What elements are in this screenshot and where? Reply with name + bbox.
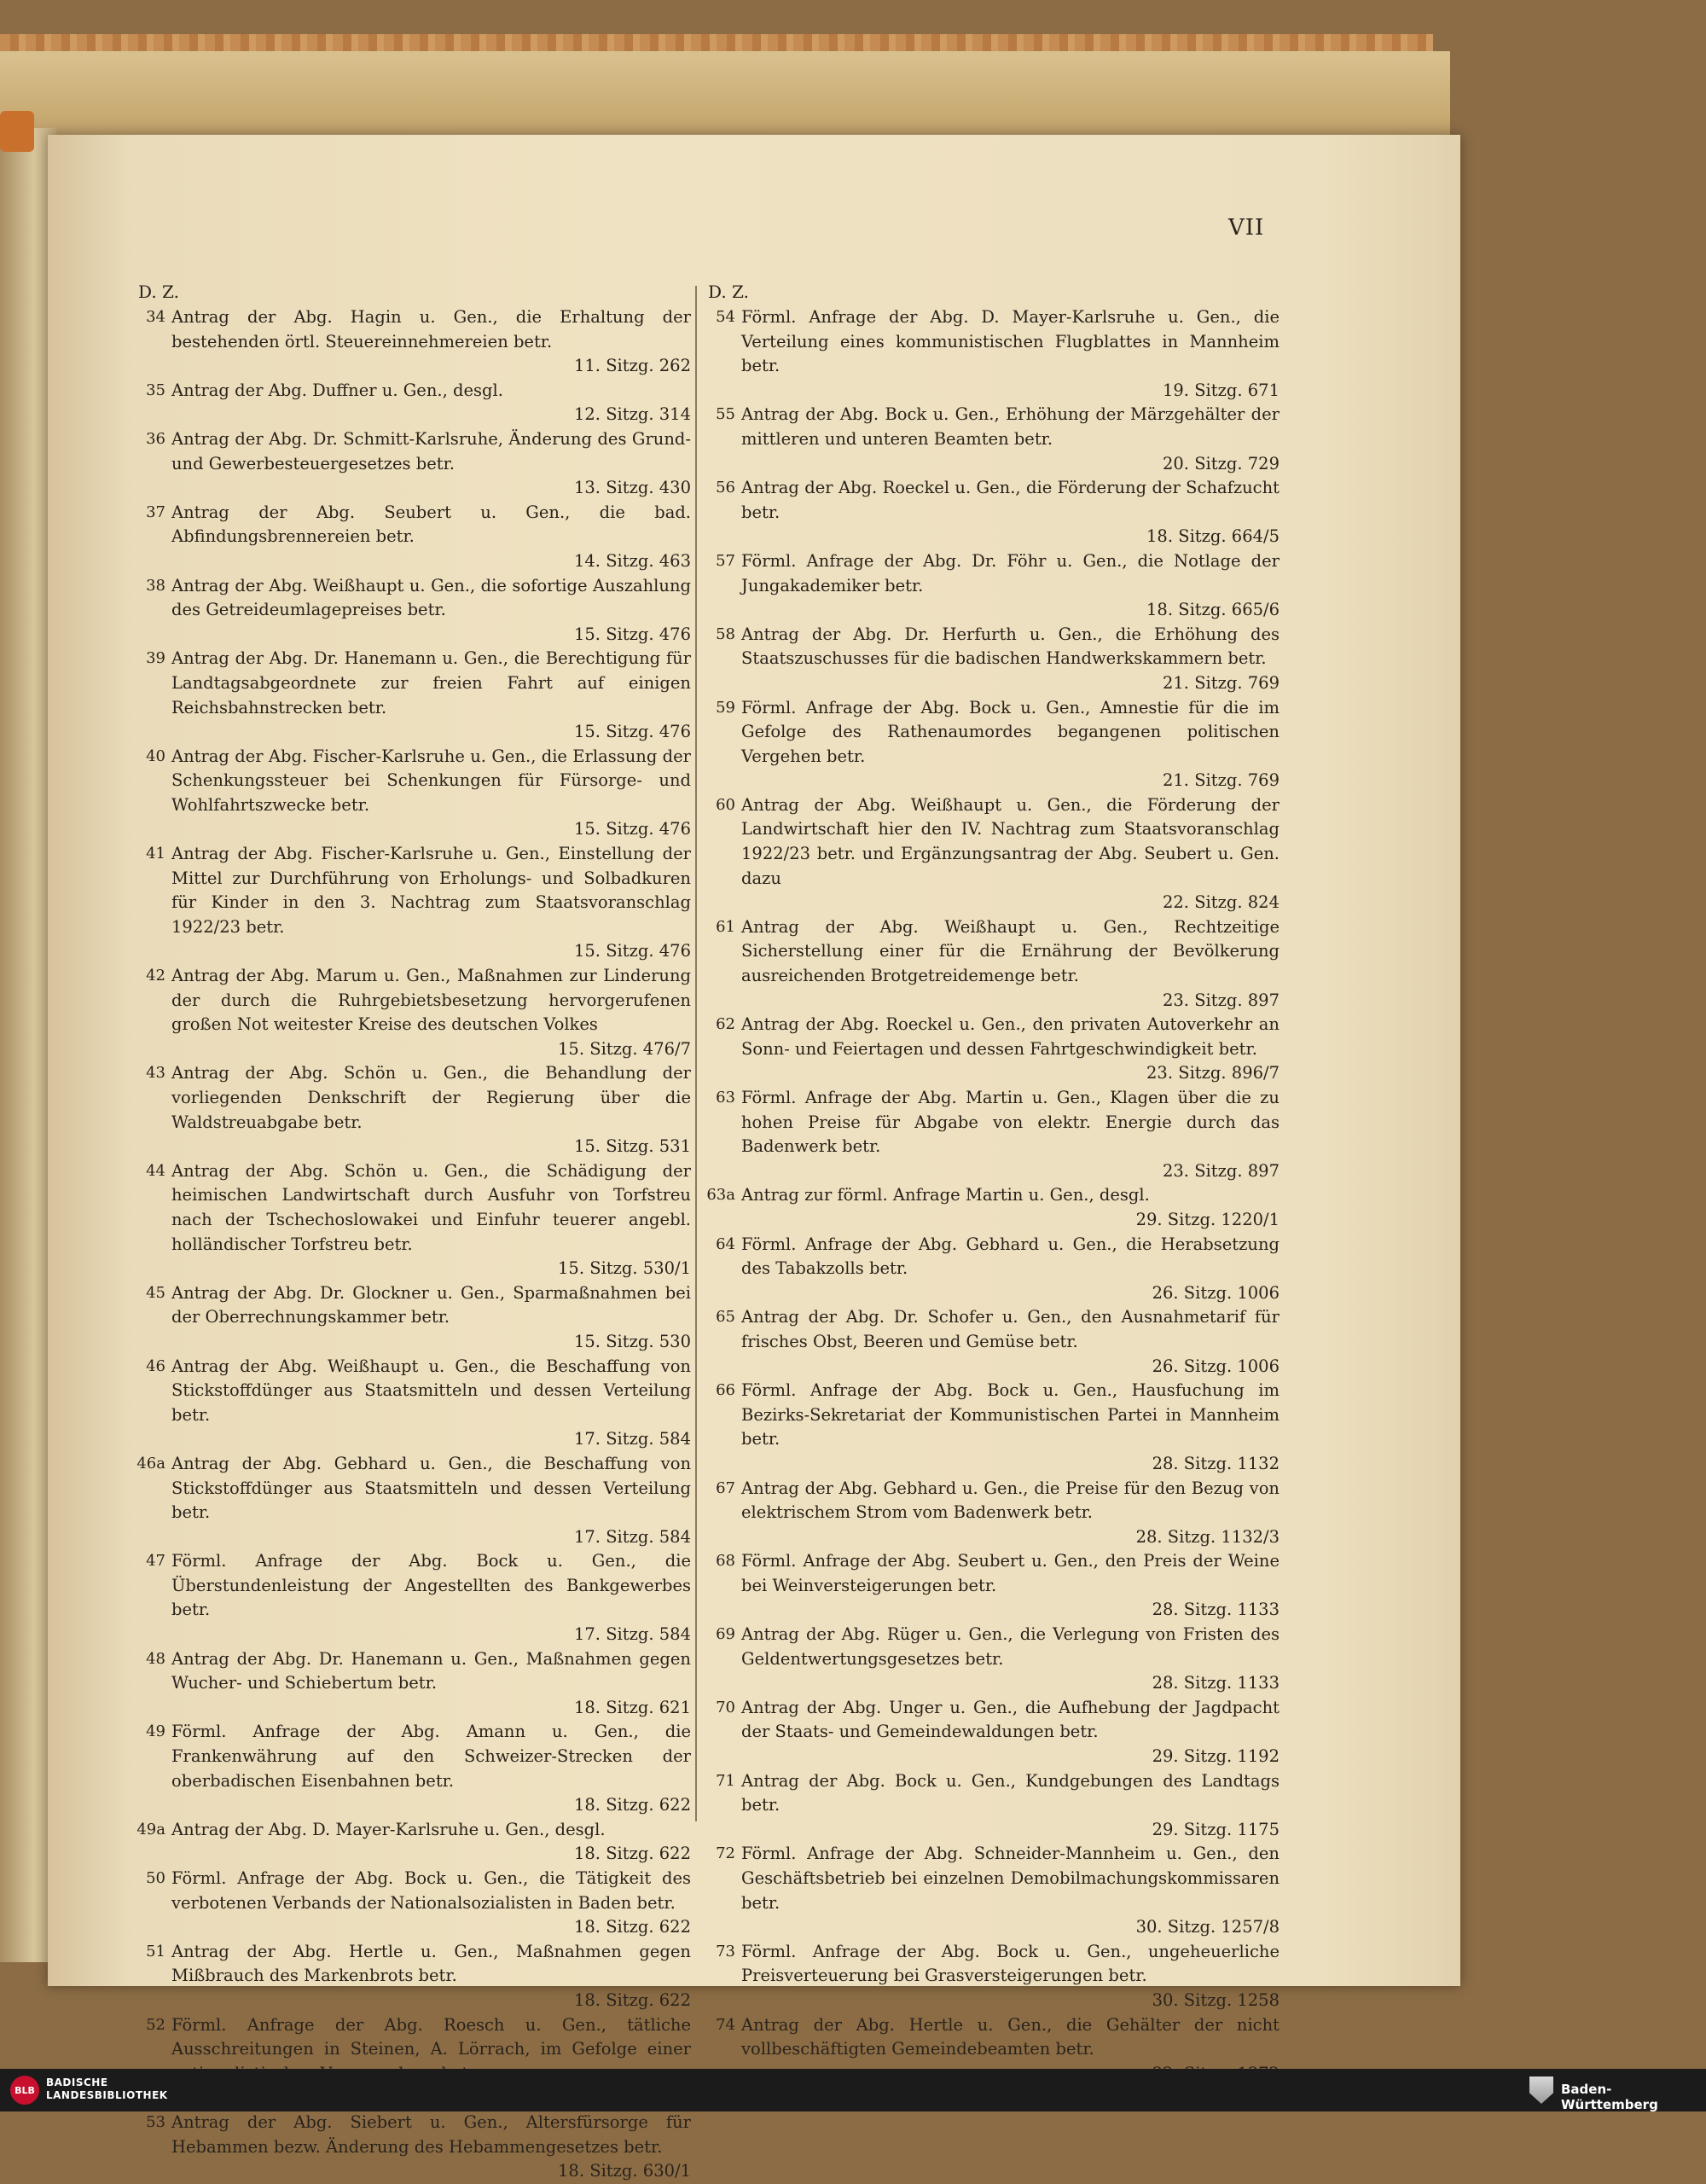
session-reference: 20. Sitzg. 729 xyxy=(1162,453,1280,473)
entry-text: Antrag der Abg. Siebert u. Gen., Altersfürsorge für Hebammen bezw. Änderung des Hebammengesetzes betr. xyxy=(171,2111,691,2157)
entry-list xyxy=(136,305,691,2184)
entry-text: Antrag der Abg. Bock u. Gen., Erhöhung der Märzgehälter der mittleren und unteren Beamten betr. xyxy=(741,404,1280,449)
entry-text: Förml. Anfrage der Abg. Martin u. Gen., Klagen über die zu hohen Preise für Abgabe von elektr. Energie durch das Badenwerk betr. xyxy=(741,1088,1280,1157)
library-name-line1: BADISCHE xyxy=(46,2077,108,2088)
index-entry xyxy=(136,1647,691,1721)
entry-text-block xyxy=(741,1623,1280,1696)
session-reference: 28. Sitzg. 1133 xyxy=(1152,1673,1280,1693)
entry-number: 63a xyxy=(706,1186,735,1205)
index-entry xyxy=(706,623,1280,696)
entry-text-block xyxy=(741,1013,1280,1086)
entry-text: Antrag der Abg. Hertle u. Gen., die Gehälter der nicht vollbeschäftigten Gemeindebeamten betr. xyxy=(741,2014,1280,2059)
entry-number: 58 xyxy=(716,624,735,643)
column-header: D. Z. xyxy=(138,282,179,302)
session-reference: 30. Sitzg. 1258 xyxy=(1152,1989,1280,2010)
session-reference: 12. Sitzg. 314 xyxy=(573,404,691,425)
entry-number: 69 xyxy=(716,1625,735,1644)
entry-number: 62 xyxy=(716,1015,735,1034)
entry-number: 68 xyxy=(716,1552,735,1571)
session-reference: 18. Sitzg. 664/5 xyxy=(1146,526,1280,547)
coat-of-arms-icon xyxy=(1529,2077,1553,2104)
index-entry xyxy=(706,1305,1280,1379)
index-entry xyxy=(136,964,691,1061)
entry-text: Antrag der Abg. Duffner u. Gen., desgl. xyxy=(171,380,503,400)
entry-text: Förml. Anfrage der Abg. Roesch u. Gen., tätliche Ausschreitungen in Steinen, A. Lörrach, im Gefolge einer xyxy=(171,2014,691,2059)
entry-number: 73 xyxy=(716,1942,735,1960)
index-entry xyxy=(706,1940,1280,2013)
entry-text-block xyxy=(741,1477,1280,1550)
entry-number: 36 xyxy=(146,429,165,448)
session-reference: 18. Sitzg. 622 xyxy=(573,1989,691,2010)
entry-number: 43 xyxy=(146,1064,165,1083)
index-entry xyxy=(136,574,691,648)
entry-text: Förml. Anfrage der Abg. Bock u. Gen., Hausfuchung im Bezirks-Sekretariat der Kommunistischen Partei in Mannheim betr. xyxy=(741,1380,1280,1449)
entry-text-block xyxy=(171,1061,691,1159)
session-reference: 28. Sitzg. 1132/3 xyxy=(1135,1526,1280,1547)
entry-text: Antrag der Abg. Seubert u. Gen., die bad. Abfindungsbrennereien betr. xyxy=(171,502,691,547)
session-reference: 30. Sitzg. 1257/8 xyxy=(1135,1917,1280,1937)
index-entry xyxy=(136,427,691,501)
index-entry xyxy=(136,1940,691,2013)
entry-number: 35 xyxy=(146,380,165,399)
index-entry xyxy=(706,1379,1280,1476)
entry-text: Antrag zur förml. Anfrage Martin u. Gen., desgl. xyxy=(741,1185,1150,1205)
left-column xyxy=(136,280,691,2184)
session-reference: 11. Sitzg. 262 xyxy=(573,356,691,376)
session-reference: 15. Sitzg. 530 xyxy=(573,1331,691,1351)
entry-text-block xyxy=(171,1452,691,1549)
session-reference: 17. Sitzg. 584 xyxy=(573,1624,691,1645)
session-reference: 23. Sitzg. 897 xyxy=(1162,1160,1280,1181)
entry-text: Förml. Anfrage der Abg. Bock u. Gen., ungeheuerliche Preisverteuerung bei Grasversteigerungen betr. xyxy=(741,1941,1280,1986)
entry-text: Antrag der Abg. Unger u. Gen., die Aufhebung der Jagdpacht der Staats- und Gemeindewaldungen betr. xyxy=(741,1697,1280,1742)
index-entry xyxy=(136,1281,691,1355)
entry-number: 42 xyxy=(146,967,165,985)
entry-text-block xyxy=(741,403,1280,476)
entry-number: 66 xyxy=(716,1381,735,1400)
session-reference: 15. Sitzg. 476 xyxy=(573,819,691,839)
index-entry xyxy=(136,1720,691,1817)
entry-number: 46a xyxy=(136,1454,165,1472)
session-reference: 15. Sitzg. 476 xyxy=(573,722,691,742)
entry-text: Förml. Anfrage der Abg. Bock u. Gen., die Überstundenleistung der Angestellten des Bankgewerbes betr. xyxy=(171,1551,691,1620)
entry-number: 53 xyxy=(146,2112,165,2131)
entry-number: 34 xyxy=(146,308,165,326)
session-reference: 15. Sitzg. 530/1 xyxy=(558,1258,691,1279)
entry-text-block xyxy=(741,623,1280,696)
session-reference: 15. Sitzg. 476/7 xyxy=(558,1038,691,1059)
entry-text-block xyxy=(171,379,691,427)
entry-number: 64 xyxy=(716,1234,735,1253)
entry-number: 49 xyxy=(146,1722,165,1741)
entry-text-block xyxy=(171,1867,691,1940)
entry-text-block xyxy=(171,574,691,648)
entry-text-block xyxy=(171,745,691,842)
index-entry xyxy=(136,745,691,842)
entry-text-block xyxy=(741,1940,1280,2013)
entry-text-block xyxy=(171,1818,691,1867)
library-name-line2: LANDESBIBLIOTHEK xyxy=(46,2089,168,2101)
index-entry xyxy=(136,1159,691,1281)
entry-text-block xyxy=(741,1549,1280,1623)
entry-number: 63 xyxy=(716,1089,735,1107)
entry-text: Antrag der Abg. Dr. Schofer u. Gen., den Ausnahmetarif für frisches Obst, Beeren und Gemüse betr. xyxy=(741,1307,1280,1351)
entry-text-block xyxy=(741,915,1280,1013)
session-reference: 17. Sitzg. 584 xyxy=(573,1429,691,1449)
entry-text: Antrag der Abg. Dr. Hanemann u. Gen., Maßnahmen gegen Wucher- und Schiebertum betr. xyxy=(171,1648,691,1693)
session-reference: 19. Sitzg. 671 xyxy=(1162,380,1280,400)
entry-number: 60 xyxy=(716,795,735,814)
entry-text-block xyxy=(171,1940,691,2013)
session-reference: 29. Sitzg. 1220/1 xyxy=(1135,1209,1280,1229)
entry-text: Förml. Anfrage der Abg. Dr. Föhr u. Gen., die Notlage der Jungakademiker betr. xyxy=(741,550,1280,595)
session-reference: 15. Sitzg. 531 xyxy=(573,1136,691,1157)
index-entry xyxy=(136,2111,691,2184)
entry-number: 38 xyxy=(146,576,165,595)
entry-number: 40 xyxy=(146,746,165,765)
entry-number: 41 xyxy=(146,845,165,863)
session-reference: 28. Sitzg. 1133 xyxy=(1152,1600,1280,1620)
entry-number: 74 xyxy=(716,2015,735,2034)
entry-text: Förml. Anfrage der Abg. Bock u. Gen., Amnestie für die im Gefolge des Rathenaumordes begangenen politischen Vergehen betr. xyxy=(741,697,1280,766)
entry-text: Antrag der Abg. Gebhard u. Gen., die Preise für den Bezug von elektrischem Strom vom Badenwerk betr. xyxy=(741,1478,1280,1523)
index-entry xyxy=(706,1549,1280,1623)
index-entry xyxy=(706,305,1280,403)
library-name[interactable] xyxy=(46,2077,168,2102)
session-reference: 18. Sitzg. 630/1 xyxy=(558,2161,691,2181)
session-reference: 15. Sitzg. 476 xyxy=(573,624,691,644)
entry-text: Antrag der Abg. Roeckel u. Gen., den privaten Autoverkehr an Sonn- und Feiertagen und dessen Fahrtgeschwindigkeit betr. xyxy=(741,1014,1280,1059)
index-entry xyxy=(136,647,691,744)
entry-text: Antrag der Abg. Weißhaupt u. Gen., die Beschaffung von Stickstoffdünger aus Staatsmitteln und dessen Verteilung betr. xyxy=(171,1356,691,1425)
blb-logo-icon[interactable]: BLB xyxy=(10,2076,39,2105)
session-reference: 14. Sitzg. 463 xyxy=(573,550,691,571)
entry-number: 37 xyxy=(146,502,165,521)
entry-text: Antrag der Abg. Fischer-Karlsruhe u. Gen., die Erlassung der Schenkungssteuer bei Schenkungen für Fürsorge- und Wohlfahrtszwecke betr. xyxy=(171,746,691,815)
entry-text: Antrag der Abg. Weißhaupt u. Gen., die sofortige Auszahlung des Getreideumlagepreises betr. xyxy=(171,575,691,620)
index-entry xyxy=(706,915,1280,1013)
index-entry xyxy=(706,1842,1280,1939)
session-reference: 29. Sitzg. 1192 xyxy=(1152,1746,1280,1767)
session-reference: 21. Sitzg. 769 xyxy=(1162,672,1280,693)
column-divider xyxy=(695,286,697,1821)
entry-number: 52 xyxy=(146,2015,165,2034)
index-entry xyxy=(136,1549,691,1647)
session-reference: 22. Sitzg. 824 xyxy=(1162,892,1280,913)
entry-text-block xyxy=(741,793,1280,915)
entry-text-block xyxy=(171,501,691,574)
entry-text: Antrag der Abg. Dr. Hanemann u. Gen., die Berechtigung für Landtagsabgeordnete zur freien Fahrt auf einigen Reichsbahnstrecken betr. xyxy=(171,648,691,717)
index-entry xyxy=(136,501,691,574)
entry-number: 54 xyxy=(716,308,735,326)
entry-text-block xyxy=(741,549,1280,623)
entry-text-block xyxy=(171,1549,691,1647)
entry-text-block xyxy=(171,305,691,379)
entry-text-block xyxy=(741,305,1280,403)
index-entry xyxy=(136,1867,691,1940)
entry-text: Förml. Anfrage der Abg. Amann u. Gen., die Frankenwährung auf den Schweizer-Strecken der oberbadischen Eisenbahnen betr. xyxy=(171,1722,691,1791)
index-entry xyxy=(706,403,1280,476)
index-entry xyxy=(136,1818,691,1867)
index-entry xyxy=(136,1452,691,1549)
entry-text: Antrag der Abg. Hertle u. Gen., Maßnahmen gegen Mißbrauch des Markenbrots betr. xyxy=(171,1941,691,1986)
entry-text: Förml. Anfrage der Abg. D. Mayer-Karlsruhe u. Gen., die Verteilung eines kommunistischen Flugblattes in Mannheim betr. xyxy=(741,307,1280,376)
entry-number: 45 xyxy=(146,1283,165,1302)
entry-text: Antrag der Abg. Dr. Schmitt-Karlsruhe, Änderung des Grund- und Gewerbesteuergesetzes betr. xyxy=(171,428,691,473)
entry-number: 65 xyxy=(716,1308,735,1327)
entry-text-block xyxy=(171,842,691,964)
entry-text: Antrag der Abg. Fischer-Karlsruhe u. Gen., Einstellung der Mittel zur Durchführung von Erholungs- und Solbadkuren für Kinder in den 3. Nachtrag zum Staatsvoranschlag 1922/23 betr. xyxy=(171,844,691,937)
entry-text: Förml. Anfrage der Abg. Bock u. Gen., die Tätigkeit des verbotenen Verbands der Nationalsozialisten in Baden betr. xyxy=(171,1868,691,1913)
session-reference: 18. Sitzg. 622 xyxy=(573,1917,691,1937)
entry-number: 67 xyxy=(716,1478,735,1497)
entry-number: 46 xyxy=(146,1356,165,1375)
right-column xyxy=(706,280,1280,2086)
entry-text: Antrag der Abg. Weißhaupt u. Gen., die Förderung der Landwirtschaft hier den IV. Nachtrag zum Staatsvoranschlag 1922/23 betr. und Ergänzungsantrag der Abg. Seubert u. Gen. dazu xyxy=(741,794,1280,888)
session-reference: 18. Sitzg. 622 xyxy=(573,1844,691,1864)
entry-number: 61 xyxy=(716,917,735,936)
index-entry xyxy=(136,1061,691,1159)
entry-text-block xyxy=(741,1379,1280,1476)
entry-text: Antrag der Abg. Rüger u. Gen., die Verlegung von Fristen des Geldentwertungsgesetzes betr. xyxy=(741,1624,1280,1669)
entry-text-block xyxy=(171,647,691,744)
entry-number: 72 xyxy=(716,1844,735,1863)
entry-text-block xyxy=(741,696,1280,793)
index-entry xyxy=(136,1355,691,1452)
index-entry xyxy=(706,1183,1280,1232)
index-entry xyxy=(706,1696,1280,1769)
index-entry xyxy=(706,549,1280,623)
entry-text-block xyxy=(741,1696,1280,1769)
entry-text: Förml. Anfrage der Abg. Schneider-Mannheim u. Gen., den Geschäftsbetrieb bei einzelnen Demobilmachungskommissaren betr. xyxy=(741,1844,1280,1913)
index-entry xyxy=(136,305,691,379)
session-reference: 26. Sitzg. 1006 xyxy=(1152,1356,1280,1376)
session-reference: 23. Sitzg. 897 xyxy=(1162,990,1280,1010)
index-entry xyxy=(706,1013,1280,1086)
entry-text-block xyxy=(741,1305,1280,1379)
entry-text: Antrag der Abg. Dr. Glockner u. Gen., Sparmaßnahmen bei der Oberrechnungskammer betr. xyxy=(171,1282,691,1327)
entry-text: Antrag der Abg. Roeckel u. Gen., die Förderung der Schafzucht betr. xyxy=(741,478,1280,522)
entry-text-block xyxy=(171,427,691,501)
entry-text-block xyxy=(741,1233,1280,1306)
session-reference: 18. Sitzg. 665/6 xyxy=(1146,600,1280,620)
session-reference: 21. Sitzg. 769 xyxy=(1162,770,1280,791)
entry-text-block xyxy=(171,1647,691,1721)
entry-text: Förml. Anfrage der Abg. Gebhard u. Gen., die Herabsetzung des Tabakzolls betr. xyxy=(741,1234,1280,1279)
entry-text-block xyxy=(741,1769,1280,1843)
entry-text-block xyxy=(741,1086,1280,1183)
session-reference: 15. Sitzg. 476 xyxy=(573,941,691,961)
entry-number: 47 xyxy=(146,1552,165,1571)
index-entry xyxy=(136,379,691,427)
entry-number: 59 xyxy=(716,698,735,717)
book-clip xyxy=(0,111,34,152)
entry-text-block xyxy=(171,1355,691,1452)
entry-number: 50 xyxy=(146,1869,165,1887)
state-label[interactable]: Baden-Württemberg xyxy=(1561,2082,1658,2112)
entry-number: 48 xyxy=(146,1649,165,1668)
entry-number: 56 xyxy=(716,479,735,497)
entry-text: Antrag der Abg. Schön u. Gen., die Schädigung der heimischen Landwirtschaft durch Ausfuhr von Torfstreu nach der Tschechoslowakei und Einfuhr teuerer angebl. holländischer Torfstreu betr. xyxy=(171,1160,691,1254)
entry-text-block xyxy=(171,1281,691,1355)
session-reference: 18. Sitzg. 621 xyxy=(573,1697,691,1717)
entry-number: 49a xyxy=(136,1820,165,1838)
index-entry xyxy=(706,696,1280,793)
entry-text-block xyxy=(171,964,691,1061)
index-entry xyxy=(706,1086,1280,1183)
entry-number: 70 xyxy=(716,1698,735,1716)
entry-text: Antrag der Abg. Gebhard u. Gen., die Beschaffung von Stickstoffdünger aus Staatsmitteln und dessen Verteilung betr. xyxy=(171,1453,691,1523)
session-reference: 23. Sitzg. 896/7 xyxy=(1146,1063,1280,1083)
session-reference: 29. Sitzg. 1175 xyxy=(1152,1819,1280,1839)
index-entry xyxy=(706,1477,1280,1550)
entry-number: 44 xyxy=(146,1161,165,1180)
entry-text: Antrag der Abg. Dr. Herfurth u. Gen., die Erhöhung des Staatszuschusses für die badischen Handwerkskammern betr. xyxy=(741,624,1280,669)
index-entry xyxy=(706,476,1280,549)
entry-text-block xyxy=(171,2111,691,2184)
entry-text-block xyxy=(171,1159,691,1281)
session-reference: 13. Sitzg. 430 xyxy=(573,478,691,498)
entry-text: Antrag der Abg. D. Mayer-Karlsruhe u. Gen., desgl. xyxy=(171,1819,606,1839)
entry-text-block xyxy=(741,1183,1280,1232)
column-header: D. Z. xyxy=(708,282,749,302)
entry-number: 39 xyxy=(146,649,165,668)
session-reference: 17. Sitzg. 584 xyxy=(573,1526,691,1547)
entry-text: Antrag der Abg. Hagin u. Gen., die Erhaltung der bestehenden örtl. Steuereinnehmereien betr. xyxy=(171,307,691,351)
footer-bar xyxy=(0,2069,1706,2111)
index-entry xyxy=(136,842,691,964)
page-number: VII xyxy=(1228,215,1265,241)
entry-text: Antrag der Abg. Schön u. Gen., die Behandlung der vorliegenden Denkschrift der Regierung über die Waldstreuabgabe betr. xyxy=(171,1063,691,1132)
entry-text-block xyxy=(171,1720,691,1817)
entry-text: Antrag der Abg. Marum u. Gen., Maßnahmen zur Linderung der durch die Ruhrgebietsbesetzung hervorgerufenen großen Not weitester Kreise des deutschen Volkes xyxy=(171,966,691,1035)
session-reference: 28. Sitzg. 1132 xyxy=(1152,1453,1280,1473)
index-entry xyxy=(706,1233,1280,1306)
entry-text: Antrag der Abg. Weißhaupt u. Gen., Rechtzeitige Sicherstellung einer für die Ernährung der Bevölkerung ausreichenden Brotgetreidemenge betr. xyxy=(741,916,1280,986)
entry-text-block xyxy=(741,476,1280,549)
index-entry xyxy=(706,793,1280,915)
entry-text: Antrag der Abg. Bock u. Gen., Kundgebungen des Landtags betr. xyxy=(741,1770,1280,1815)
entry-number: 71 xyxy=(716,1771,735,1790)
index-entry xyxy=(706,1623,1280,1696)
entry-list xyxy=(706,305,1280,2086)
session-reference: 26. Sitzg. 1006 xyxy=(1152,1282,1280,1303)
index-entry xyxy=(706,1769,1280,1843)
entry-number: 55 xyxy=(716,405,735,424)
entry-text: Förml. Anfrage der Abg. Seubert u. Gen., den Preis der Weine bei Weinversteigerungen betr. xyxy=(741,1551,1280,1595)
entry-number: 57 xyxy=(716,551,735,570)
session-reference: 18. Sitzg. 622 xyxy=(573,1795,691,1815)
entry-number: 51 xyxy=(146,1942,165,1960)
entry-text-block xyxy=(741,1842,1280,1939)
